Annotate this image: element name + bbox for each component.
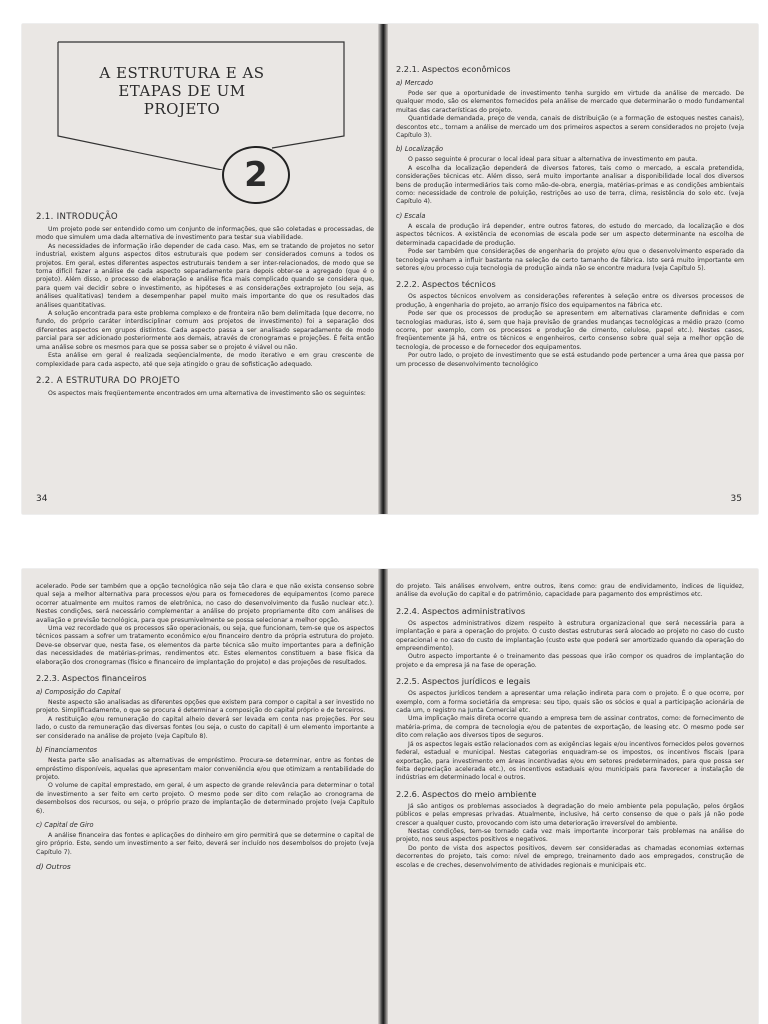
subsection-title: c) Capital de Giro (36, 820, 94, 829)
section-heading-2-2-3: 2.2.3. Aspectos financeiros (36, 673, 147, 684)
book-gutter (378, 24, 388, 514)
book-gutter (378, 569, 388, 1024)
paragraph: Do ponto de vista dos aspectos positivos, devem ser consideradas as chamadas economias externas decorrentes do projeto, tais como: nível de emprego, treinamento dado aos empregados, construção de escolas e de creches, desenvolvimento de atividades regionais e municipais etc. (396, 844, 744, 869)
paragraph: Os aspectos jurídicos tendem a apresentar uma relação indireta para com o projeto. É o que ocorre, por exemplo, com a forma societária da empresa: seu tipo, quais são os sócios e qual a participação acionária de cada um, o registro na Junta Comercial etc. (396, 690, 744, 715)
paragraph: Já são antigos os problemas associados à degradação do meio ambiente pela população, pelos órgãos públicos e pelas empresas privadas. Atualmente, inclusive, há certo consenso de que o país já não pode crescer a qualquer custo, provocando com isto uma deterioração irreversível do ambiente. (396, 802, 744, 827)
subsection-title: d) Outros (36, 862, 71, 872)
section-heading-2-1: 2.1. INTRODUÇÃO (36, 212, 118, 222)
section-heading-2-2-5: 2.2.5. Aspectos jurídicos e legais (396, 676, 531, 687)
paragraph: Esta análise em geral é realizada seqüencialmente, de modo iterativo e em grau crescente de complexidade para cada aspecto, até que seja atingido o grau de sofisticação adequado. (36, 352, 374, 368)
section-heading-2-2-1: 2.2.1. Aspectos econômicos (396, 64, 511, 74)
page-36 (36, 569, 374, 1024)
paragraph: Os aspectos mais freqüentemente encontrados em uma alternativa de investimento são os seguintes: (48, 389, 366, 397)
paragraph: A solução encontrada para este problema complexo e de fronteira não bem delimitada (que decorre, no fundo, do próprio caráter interdisciplinar comum aos projetos de investimento) foi a separação dos diferentes aspectos em grupos distintos. Cada aspecto passa a ser analisado separadamente de modo parcial para ser adicionado posteriormente aos demais, através de cronogramas e projeções. É feita então uma análise sobre os mesmos para que se possa saber se o projeto é viável ou não. (36, 310, 374, 351)
paragraph: Os aspectos administrativos dizem respeito à estrutura organizacional que será necessária para a implantação e para a operação do projeto. O custo destas estruturas será alocado ao projeto no caso do custo operacional e no caso do custo de implantação (custo este que poderá ser amortizado quando da operação do empreendimento). (396, 619, 744, 653)
section-heading-2-2-2: 2.2.2. Aspectos técnicos (396, 279, 496, 290)
chapter-banner (52, 40, 352, 195)
page-number: 34 (36, 494, 48, 504)
paragraph: Já os aspectos legais estão relacionados com as exigências legais e/ou incentivos fornecidos pelos governos federal, estadual e municipal. Nestas categorias enquadram-se os impostos, os incentivos fiscais (para exportação, para investimento em áreas incentivadas e/ou em setores predeterminados, para que possa ser feita depreciação acelerada etc.), os incentivos estaduais e/ou municipais para favorecer a instalação de indústrias em determinado local e outros. (396, 740, 744, 782)
subsection-title: b) Financiamentos (36, 746, 98, 755)
paragraph: Nestas condições, tem-se tornado cada vez mais importante incorporar tais problemas na análise do projeto, nos seus aspectos positivos e negativos. (396, 827, 744, 844)
paragraph: Um projeto pode ser entendido como um conjunto de informações, que são coletadas e processadas, de modo que simulem uma dada alternativa de investimento para testar sua viabilidade. (36, 226, 374, 242)
book-spread-top (22, 24, 758, 514)
paragraph: Uma vez recordado que os processos são operacionais, ou seja, que funcionam, tem-se que os aspectos técnicos passam a sofrer um tratamento econômico e/ou financeiro dentro da própria estrutura do projeto. Deve-se observar que, nesta fase, os elementos da parte técnica são muito importantes para a definição das necessidades de matérias-primas, rendimentos etc. Estes elementos constituem a base física da elaboração dos cronogramas (físico e financeiro de implantação do projeto) e das projeções de resultados. (36, 625, 374, 666)
paragraph: As necessidades de informação irão depender de cada caso. Mas, em se tratando de projetos no setor industrial, existem alguns aspectos ditos estruturais que podem ser considerados comuns a todos os projetos. Em geral, estes diferentes aspectos estruturais tendem a ser inter-relacionados, de modo que se torna difícil fazer a análise de cada aspecto separadamente para depois obter-se a agregado (que é o projeto). Além disso, o processo de elaboração e análise fica mais complicado quando se considera que, para quem vai decidir sobre o investimento, as hipóteses e as considerações extraprojeto (ou seja, as análises qualitativas) tendem a desempenhar papel muito mais importante do que os resultados das análises quantitativas. (36, 242, 374, 309)
page-34 (36, 24, 374, 514)
paragraph: Pode ser que os processos de produção se apresentem em alternativas claramente definidas e com tecnologias maduras, isto é, sem que haja previsão de grandes mudanças tecnológicas a médio prazo (como ocorre, por exemplo, com os processos e produção de cimento, celulose, papel etc.). Nestes casos, freqüentemente já há, entre os técnicos e engenheiros, certo consenso sobre qual seja a melhor opção de tecnologia, de processo e de fornecedor dos equipamentos. (396, 310, 744, 351)
paragraph: Pode ser também que considerações de engenharia do projeto e/ou que o desenvolvimento esperado da tecnologia venham a influir bastante na seleção de certo tamanho de fábrica. Isto será muito importante em setores e/ou processo cuja tecnologia de produção ainda não se encontre madura (veja Capítulo 5). (396, 248, 744, 272)
chapter-title: A ESTRUTURA E AS ETAPAS DE UM PROJETO (99, 64, 265, 118)
paragraph: acelerado. Pode ser também que a opção tecnológica não seja tão clara e que não exista consenso sobre qual seja a melhor alternativa para processos e/ou para os fornecedores de equipamentos (como parece ocorrer atualmente em muitos ramos de eletrônica, no caso do desenvolvimento da fusão nuclear etc.). Nestes condições, será necessário complementar a análise do projeto propriamente dito com análises de avaliação e previsão tecnológica, para que presumivelmente se possa selecionar a melhor opção. (36, 583, 374, 624)
subsection-title: c) Escala (396, 211, 426, 220)
paragraph: Por outro lado, o projeto de investimento que se está estudando pode pertencer a uma área que passa por um processo de desenvolvimento tecnológico (396, 352, 744, 368)
page-37 (396, 569, 744, 1024)
subsection-title: a) Composição do Capital (36, 688, 121, 697)
section-heading-2-2-4: 2.2.4. Aspectos administrativos (396, 605, 526, 616)
paragraph: Quantidade demandada, preço de venda, canais de distribuição (e a formação de estoques nestes canais), descontos etc., tornam a análise de mercado um dos primeiros aspectos a serem considerados no projeto (veja Capítulo 3). (396, 115, 744, 140)
paragraph: Pode ser que a oportunidade de investimento tenha surgido em virtude da análise de mercado. De qualquer modo, são os elementos fornecidos pela análise de mercado que determinarão o modo fundamental muitas das características do projeto. (396, 90, 744, 114)
page-number: 35 (730, 494, 742, 504)
paragraph: Nesta parte são analisadas as alternativas de empréstimo. Procura-se determinar, entre as fontes de empréstimo disponíveis, aquelas que apresentam maior conveniência e/ou que otimizam a rentabilidade do projeto. (36, 757, 374, 781)
paragraph: A escala de produção irá depender, entre outros fatores, do estudo do mercado, da localização e dos aspectos técnicos. A existência de economias de escala pode ser um aspecto determinante na escolha de determinada capacidade de produção. (396, 222, 744, 247)
paragraph: O volume de capital emprestado, em geral, é um aspecto de grande relevância para determinar o total de investimento a ser feito em certo projeto. O mesmo pode ser dito com relação ao cronograma de desembolsos dos recursos, ou seja, o próprio prazo de implantação de determinado projeto (veja Capítulo 6). (36, 782, 374, 815)
paragraph: Uma implicação mais direta ocorre quando a empresa tem de assinar contratos, como: de fornecimento de matéria-prima, de compra de tecnologia e/ou de patentes de exportação, de leasing etc. O mesmo pode ser dito com relação aos diversos tipos de seguros. (396, 715, 744, 740)
paragraph: Neste aspecto são analisadas as diferentes opções que existem para compor o capital a ser investido no projeto. Simplificadamente, o que se procura é determinar a composição do capital próprio e de terceiros. (36, 699, 374, 715)
paragraph: A escolha da localização dependerá de diversos fatores, tais como o mercado, a escala pretendida, considerações técnicas etc. Além disso, será muito importante analisar a disponibilidade local dos diversos bens de produção intermediários tais como mão-de-obra, energia, matérias-primas e as condições ambientais como: necessidade de controle de poluição, restrições ao uso de terra, clima, resistência do solo etc. (veja Capítulo 4). (396, 164, 744, 206)
paragraph: do projeto. Tais análises envolvem, entre outros, itens como: grau de endividamento, índices de liquidez, análise da evolução do capital e do patrimônio, capacidade para pagamento dos empréstimos etc. (396, 583, 744, 599)
book-spread-bottom (22, 569, 758, 1024)
paragraph: Outro aspecto importante é o treinamento das pessoas que irão compor os quadros de implantação do projeto e da empresa já na fase de operação. (396, 653, 744, 669)
section-heading-2-2-6: 2.2.6. Aspectos do meio ambiente (396, 788, 537, 799)
page-35 (396, 24, 744, 514)
subsection-title: a) Mercado (396, 79, 434, 87)
chapter-number-badge: 2 (222, 146, 290, 204)
paragraph: Os aspectos técnicos envolvem as considerações referentes à seleção entre os diversos processos de produção, à engenharia do projeto, ao arranjo físico dos equipamentos na fábrica etc. (396, 293, 744, 309)
paragraph: O passo seguinte é procurar o local ideal para situar a alternativa de investimento em pauta. (408, 156, 698, 164)
section-heading-2-2: 2.2. A ESTRUTURA DO PROJETO (36, 375, 181, 386)
paragraph: A restituição e/ou remuneração do capital alheio deverá ser levada em conta nas projeções. Por seu lado, o custo da remuneração das diversas fontes (ou seja, o custo do capital) é um elemento importante a ser considerado na análise de projeto (veja Capítulo 8). (36, 715, 374, 740)
paragraph: A análise financeira das fontes e aplicações do dinheiro em giro permitirá que se determine o capital de giro próprio. Este, sendo um investimento a ser feito, deverá ser incluído nos desembolsos do projeto (veja Capítulo 7). (36, 831, 374, 856)
subsection-title: b) Localização (396, 145, 444, 154)
